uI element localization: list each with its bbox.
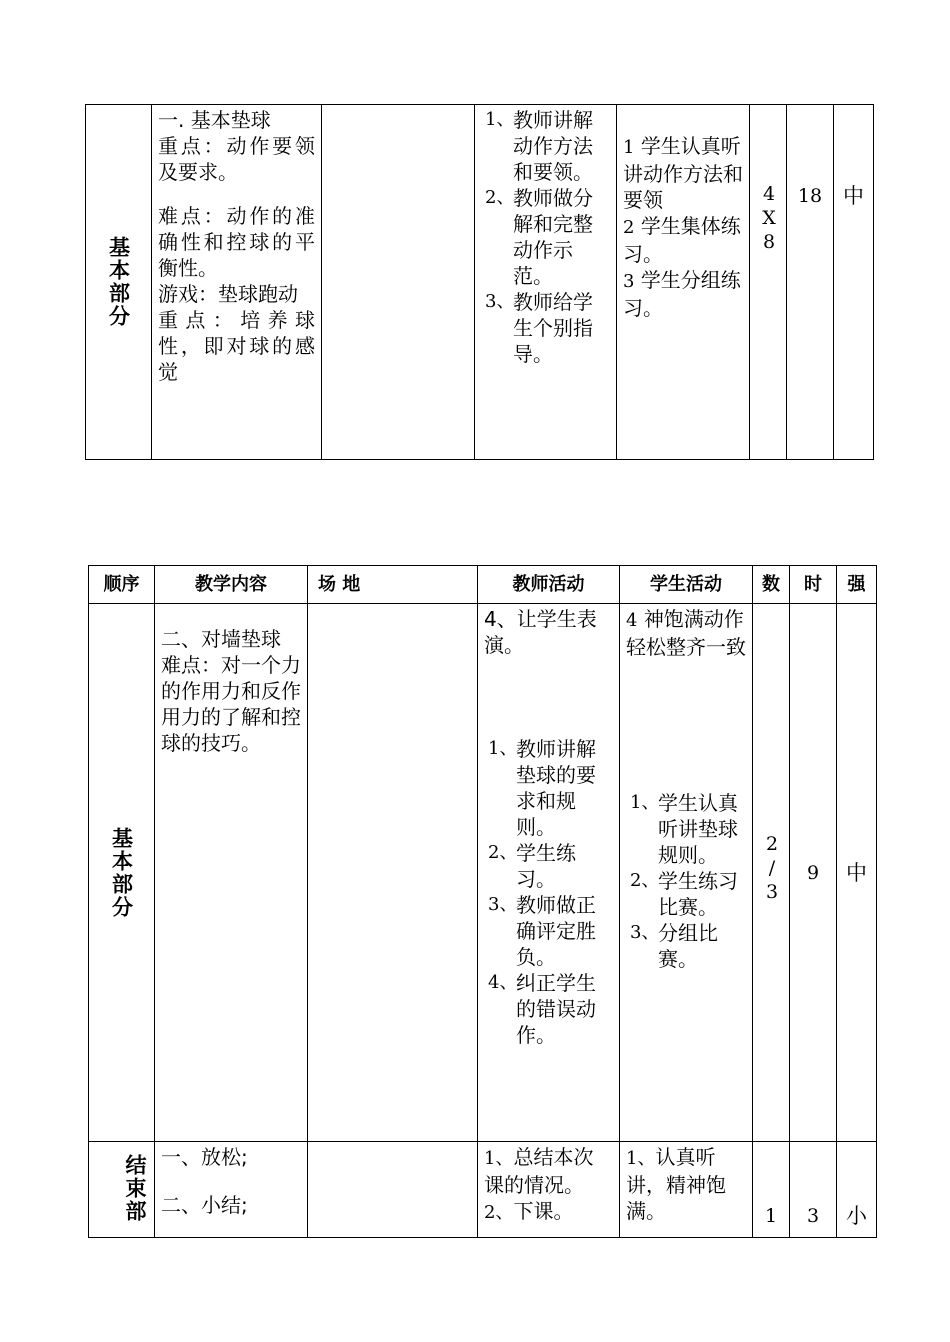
content-title: 一. 基本垫球 bbox=[158, 108, 271, 132]
time-cell bbox=[790, 1142, 837, 1238]
intensity-value: 中 bbox=[843, 184, 864, 208]
list-item-text: 学生集体练习。 bbox=[623, 214, 741, 266]
list-item-number: 3 bbox=[623, 271, 635, 292]
list-item-text: 学生练习 比赛。 bbox=[658, 869, 738, 919]
header-intensity: 强 bbox=[837, 566, 877, 604]
list-item bbox=[481, 107, 610, 185]
list-item-number: 3、 bbox=[488, 894, 518, 915]
time-cell bbox=[790, 604, 837, 1142]
table-row bbox=[89, 1142, 877, 1238]
list-item-number: 4、 bbox=[488, 972, 518, 993]
list-item bbox=[626, 868, 746, 920]
content-relax: 一、放松; bbox=[161, 1145, 248, 1169]
time-value: 9 bbox=[806, 861, 820, 884]
intensity-value: 小 bbox=[846, 1204, 867, 1228]
list-item-number: 1、 bbox=[485, 109, 515, 130]
list-item bbox=[481, 185, 610, 289]
list-item bbox=[623, 267, 743, 321]
header-teacher: 教师活动 bbox=[478, 566, 620, 604]
list-item bbox=[481, 289, 610, 367]
list-item-text: 教师讲解垫球的要求和规则。 bbox=[516, 737, 596, 839]
time-value: 18 bbox=[797, 185, 823, 207]
list-item-number: 3、 bbox=[630, 922, 660, 943]
list-item-number: 3、 bbox=[485, 291, 515, 312]
student-activity-cell bbox=[620, 1142, 753, 1238]
header-content: 教学内容 bbox=[155, 566, 308, 604]
intensity-cell bbox=[837, 604, 877, 1142]
list-item bbox=[484, 892, 613, 970]
time-value: 3 bbox=[806, 1205, 820, 1227]
section-label: 基本部分 bbox=[86, 105, 152, 460]
list-item-text: 教师做分解和完整动作示范。 bbox=[513, 186, 593, 288]
header-row bbox=[89, 566, 877, 604]
content-cell bbox=[155, 1142, 308, 1238]
count-value: 1 bbox=[764, 1205, 778, 1227]
student-perform-note: 4 神饱满动作轻松整齐一致 bbox=[626, 607, 746, 659]
list-item-number: 1、 bbox=[488, 738, 518, 759]
list-item-number: 2、 bbox=[488, 842, 518, 863]
student-activity-cell bbox=[617, 105, 750, 460]
list-item bbox=[484, 736, 613, 840]
list-item bbox=[484, 1144, 613, 1198]
section-label: 基本部分 bbox=[89, 604, 155, 1142]
lesson-table-top bbox=[85, 104, 874, 460]
header-time: 时 bbox=[790, 566, 837, 604]
content-key-point: 重点：动作要领及要求。 bbox=[158, 134, 315, 184]
list-item-number: 2 bbox=[623, 217, 635, 238]
time-cell bbox=[787, 105, 834, 460]
venue-cell bbox=[322, 105, 475, 460]
content-difficulty: 难点：动作的准确性和控球的平衡性。 bbox=[158, 204, 315, 280]
count-cell bbox=[750, 105, 787, 460]
intensity-cell bbox=[837, 1142, 877, 1238]
teacher-activity-cell bbox=[475, 105, 617, 460]
list-item-text: 总结本次课的情况。 bbox=[484, 1145, 594, 1197]
student-activity-cell bbox=[620, 604, 753, 1142]
intensity-value: 中 bbox=[846, 860, 867, 885]
venue-cell bbox=[308, 604, 478, 1142]
table-row bbox=[89, 604, 877, 1142]
list-item bbox=[626, 920, 746, 972]
list-item bbox=[484, 1198, 613, 1226]
list-item-text: 教师讲解动作方法和要领。 bbox=[513, 108, 593, 184]
content-game: 游戏：垫球跑动 bbox=[158, 282, 298, 306]
header-venue: 场 地 bbox=[308, 566, 478, 604]
count-cell bbox=[753, 604, 790, 1142]
count-value: 2/3 bbox=[761, 833, 783, 905]
count-cell bbox=[753, 1142, 790, 1238]
list-item-number: 1、 bbox=[630, 792, 660, 813]
count-value: 4X8 bbox=[758, 183, 780, 255]
list-item-number: 1、 bbox=[484, 1148, 514, 1169]
list-item bbox=[623, 213, 743, 267]
list-item-number: 1 bbox=[623, 137, 635, 158]
list-item-text: 学生练习。 bbox=[516, 841, 576, 891]
header-order: 顺序 bbox=[89, 566, 155, 604]
content-difficulty: 难点：对一个力的作用力和反作用力的了解和控球的技巧。 bbox=[161, 653, 301, 755]
header-count: 数 bbox=[753, 566, 790, 604]
lesson-table-bottom bbox=[88, 565, 877, 1238]
list-item-text: 分组比赛。 bbox=[658, 921, 718, 971]
venue-cell bbox=[308, 1142, 478, 1238]
content-title: 二、对墙垫球 bbox=[161, 627, 281, 651]
list-item-text: 学生分组练习。 bbox=[623, 268, 741, 320]
list-item bbox=[623, 133, 743, 213]
content-cell bbox=[155, 604, 308, 1142]
list-item-text: 教师做正确评定胜负。 bbox=[516, 893, 596, 969]
list-item-text: 纠正学生的错误动作。 bbox=[516, 971, 596, 1047]
list-item bbox=[484, 840, 613, 892]
teacher-activity-cell bbox=[478, 1142, 620, 1238]
list-item-text: 教师给学生个别指导。 bbox=[513, 290, 593, 366]
list-item-text: 下课。 bbox=[513, 1199, 574, 1223]
content-summary: 二、小结; bbox=[161, 1193, 248, 1217]
list-item-number: 2、 bbox=[630, 870, 660, 891]
teacher-activity-cell bbox=[478, 604, 620, 1142]
list-item-number: 2、 bbox=[484, 1202, 514, 1223]
content-cell bbox=[152, 105, 322, 460]
list-item-number: 2、 bbox=[485, 187, 515, 208]
teacher-perform-note: 4、让学生表演。 bbox=[484, 607, 597, 657]
intensity-cell bbox=[834, 105, 874, 460]
header-student: 学生活动 bbox=[620, 566, 753, 604]
list-item-text: 学生认真听讲动作方法和要领 bbox=[623, 134, 743, 212]
list-item-text: 学生认真听讲垫球规则。 bbox=[658, 791, 738, 867]
list-item bbox=[626, 790, 746, 868]
section-label: 结束部 bbox=[89, 1142, 155, 1238]
student-note: 1、认真听讲，精神饱满。 bbox=[626, 1145, 726, 1223]
list-item bbox=[484, 970, 613, 1048]
content-game-key-point: 重点：培养球性，即对球的感觉 bbox=[158, 308, 315, 384]
